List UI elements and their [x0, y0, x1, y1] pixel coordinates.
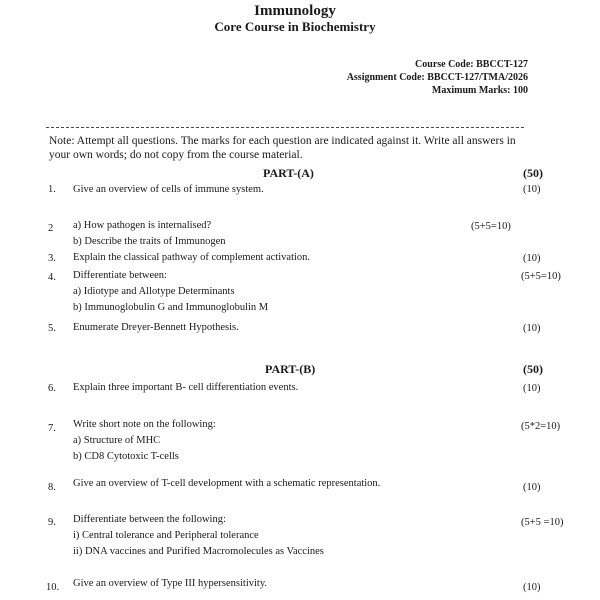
question-marks: (10) [523, 253, 541, 264]
question-text [73, 476, 380, 492]
question-number: 2 [48, 223, 54, 234]
question-text [73, 320, 239, 336]
dashed-divider [46, 127, 524, 128]
question-line: a) Structure of MHC [73, 435, 161, 446]
question-marks: (5+5=10) [471, 221, 511, 232]
document-title: Immunology [254, 3, 336, 19]
question-number: 5. [48, 323, 56, 334]
question-number: 4. [48, 272, 56, 283]
question-number: 8. [48, 482, 56, 493]
question-line: b) Describe the traits of Immunogen [73, 236, 226, 247]
question-line: Explain three important B- cell differentiation events. [73, 382, 299, 393]
question-text [73, 417, 216, 465]
question-line: Write short note on the following: [73, 419, 216, 430]
part-b-heading: PART-(B) [265, 362, 316, 376]
question-text [73, 268, 268, 316]
question-line: Give an overview of Type III hypersensitivity. [73, 578, 268, 589]
question-text [73, 512, 324, 560]
question-line: ii) DNA vaccines and Purified Macromolecules as Vaccines [73, 546, 324, 557]
question-text [73, 250, 310, 266]
question-line: Give an overview of cells of immune system. [73, 184, 264, 195]
part-a-marks: (50) [523, 166, 543, 180]
question-line: i) Central tolerance and Peripheral tolerance [73, 530, 259, 541]
instructions-note: Note: Attempt all questions. The marks for each question are indicated against it. Write all answers in your own words; do not copy from the course material. [49, 135, 516, 161]
question-line: Explain the classical pathway of complement activation. [73, 252, 311, 263]
question-marks: (10) [523, 323, 541, 334]
question-line: Give an overview of T-cell development with a schematic representation. [73, 478, 381, 489]
part-a-heading: PART-(A) [263, 166, 314, 180]
question-line: Enumerate Dreyer-Bennett Hypothesis. [73, 322, 239, 333]
maximum-marks: Maximum Marks: 100 [431, 85, 528, 96]
question-marks: (10) [523, 184, 541, 195]
question-marks: (5*2=10) [521, 421, 561, 432]
question-number: 3. [48, 253, 56, 264]
question-marks: (10) [523, 383, 541, 394]
document-subtitle: Core Course in Biochemistry [214, 19, 376, 34]
question-number: 7. [48, 423, 56, 434]
assignment-code: Assignment Code: BBCCT-127/TMA/2026 [346, 72, 528, 83]
question-line: Differentiate between: [73, 270, 167, 281]
question-number: 6. [48, 383, 56, 394]
question-number: 1. [48, 184, 56, 195]
question-line: Differentiate between the following: [73, 514, 226, 525]
question-marks: (10) [523, 582, 541, 593]
question-number: 10. [46, 582, 60, 593]
course-code: Course Code: BBCCT-127 [415, 59, 528, 70]
question-text [73, 380, 298, 396]
question-text [73, 182, 264, 198]
question-line: a) Idiotype and Allotype Determinants [73, 286, 235, 297]
question-text [73, 576, 267, 592]
course-info [347, 58, 528, 97]
question-marks: (5+5=10) [521, 271, 561, 282]
question-marks: (10) [523, 482, 541, 493]
question-line: b) CD8 Cytotoxic T-cells [73, 451, 179, 462]
question-text [73, 218, 226, 250]
question-line: b) Immunoglobulin G and Immunoglobulin M [73, 302, 269, 313]
part-b-marks: (50) [523, 362, 543, 376]
question-number: 9. [48, 517, 56, 528]
question-marks: (5+5 =10) [521, 517, 564, 528]
question-line: a) How pathogen is internalised? [73, 220, 212, 231]
